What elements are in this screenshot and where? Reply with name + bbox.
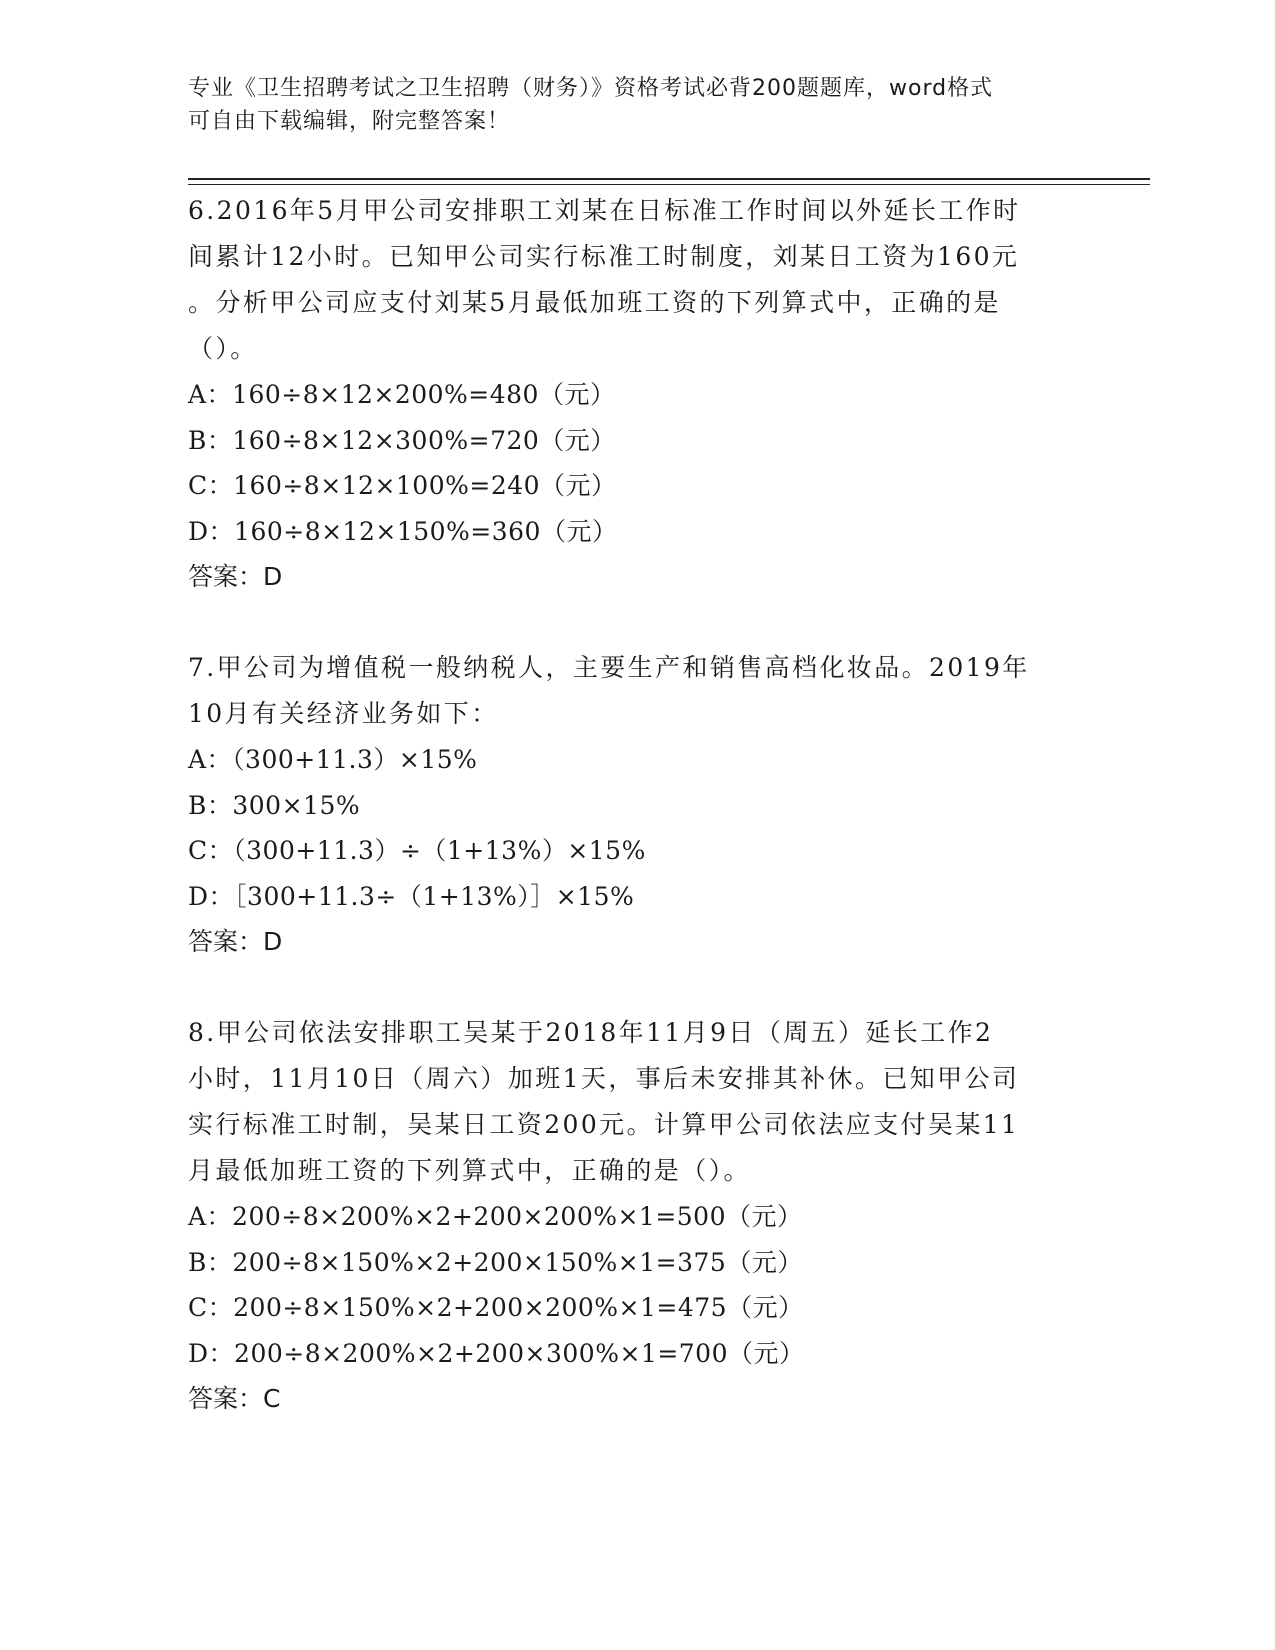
stem-line: 10月有关经济业务如下： [188,699,499,728]
option-a: A：（300+11.3）×15% [188,745,478,774]
option-b: B：300×15% [188,790,361,820]
option-c: C：（300+11.3）÷（1+13%）×15% [188,836,646,865]
document-header [188,72,1068,138]
stem-line: 小时，11月10日（周六）加班1天，事后未安排其补休。已知甲公司 [188,1064,1020,1093]
stem-line: 6.2016年5月甲公司安排职工刘某在日标准工作时间以外延长工作时 [188,196,1021,225]
stem-line: 间累计12小时。已知甲公司实行标准工时制度，刘某日工资为160元 [188,242,1020,271]
option-a: A：160÷8×12×200%=480（元） [188,380,616,409]
stem-line: （）。 [188,334,258,363]
stem-line: 7.甲公司为增值税一般纳税人，主要生产和销售高档化妆品。2019年 [188,653,1030,682]
stem-line: 实行标准工时制，吴某日工资200元。计算甲公司依法应支付吴某11 [188,1110,1020,1139]
stem-line: 。分析甲公司应支付刘某5月最低加班工资的下列算式中，正确的是 [188,288,1001,317]
question-7 [188,645,1088,965]
question-8 [188,1010,1088,1422]
stem-line: 月最低加班工资的下列算式中，正确的是（）。 [188,1156,751,1185]
answer: 答案：D [188,562,283,591]
option-d: D：200÷8×200%×2+200×300%×1=700（元） [188,1338,805,1368]
option-b: B：200÷8×150%×2+200×150%×1=375（元） [188,1247,803,1277]
header-line-2: 可自由下载编辑，附完整答案！ [188,109,511,134]
option-d: D：160÷8×12×150%=360（元） [188,516,618,546]
option-c: C：200÷8×150%×2+200×200%×1=475（元） [188,1293,804,1322]
answer: 答案：C [188,1384,281,1413]
question-stem [188,645,1088,737]
header-rule-thick [188,178,1150,180]
question-6 [188,188,1088,600]
question-stem [188,1010,1088,1194]
header-line-1: 专业《卫生招聘考试之卫生招聘（财务）》资格考试必背200题题库，word格式 [188,76,994,101]
header-rule-thin [188,184,1150,185]
question-stem [188,188,1088,372]
stem-line: 8.甲公司依法安排职工吴某于2018年11月9日（周五）延长工作2 [188,1018,994,1047]
option-c: C：160÷8×12×100%=240（元） [188,471,617,500]
option-a: A：200÷8×200%×2+200×200%×1=500（元） [188,1202,803,1231]
answer: 答案：D [188,927,283,956]
question-list [188,188,1088,1467]
option-b: B：160÷8×12×300%=720（元） [188,425,616,455]
option-d: D：［300+11.3÷（1+13%）］×15% [188,881,635,911]
